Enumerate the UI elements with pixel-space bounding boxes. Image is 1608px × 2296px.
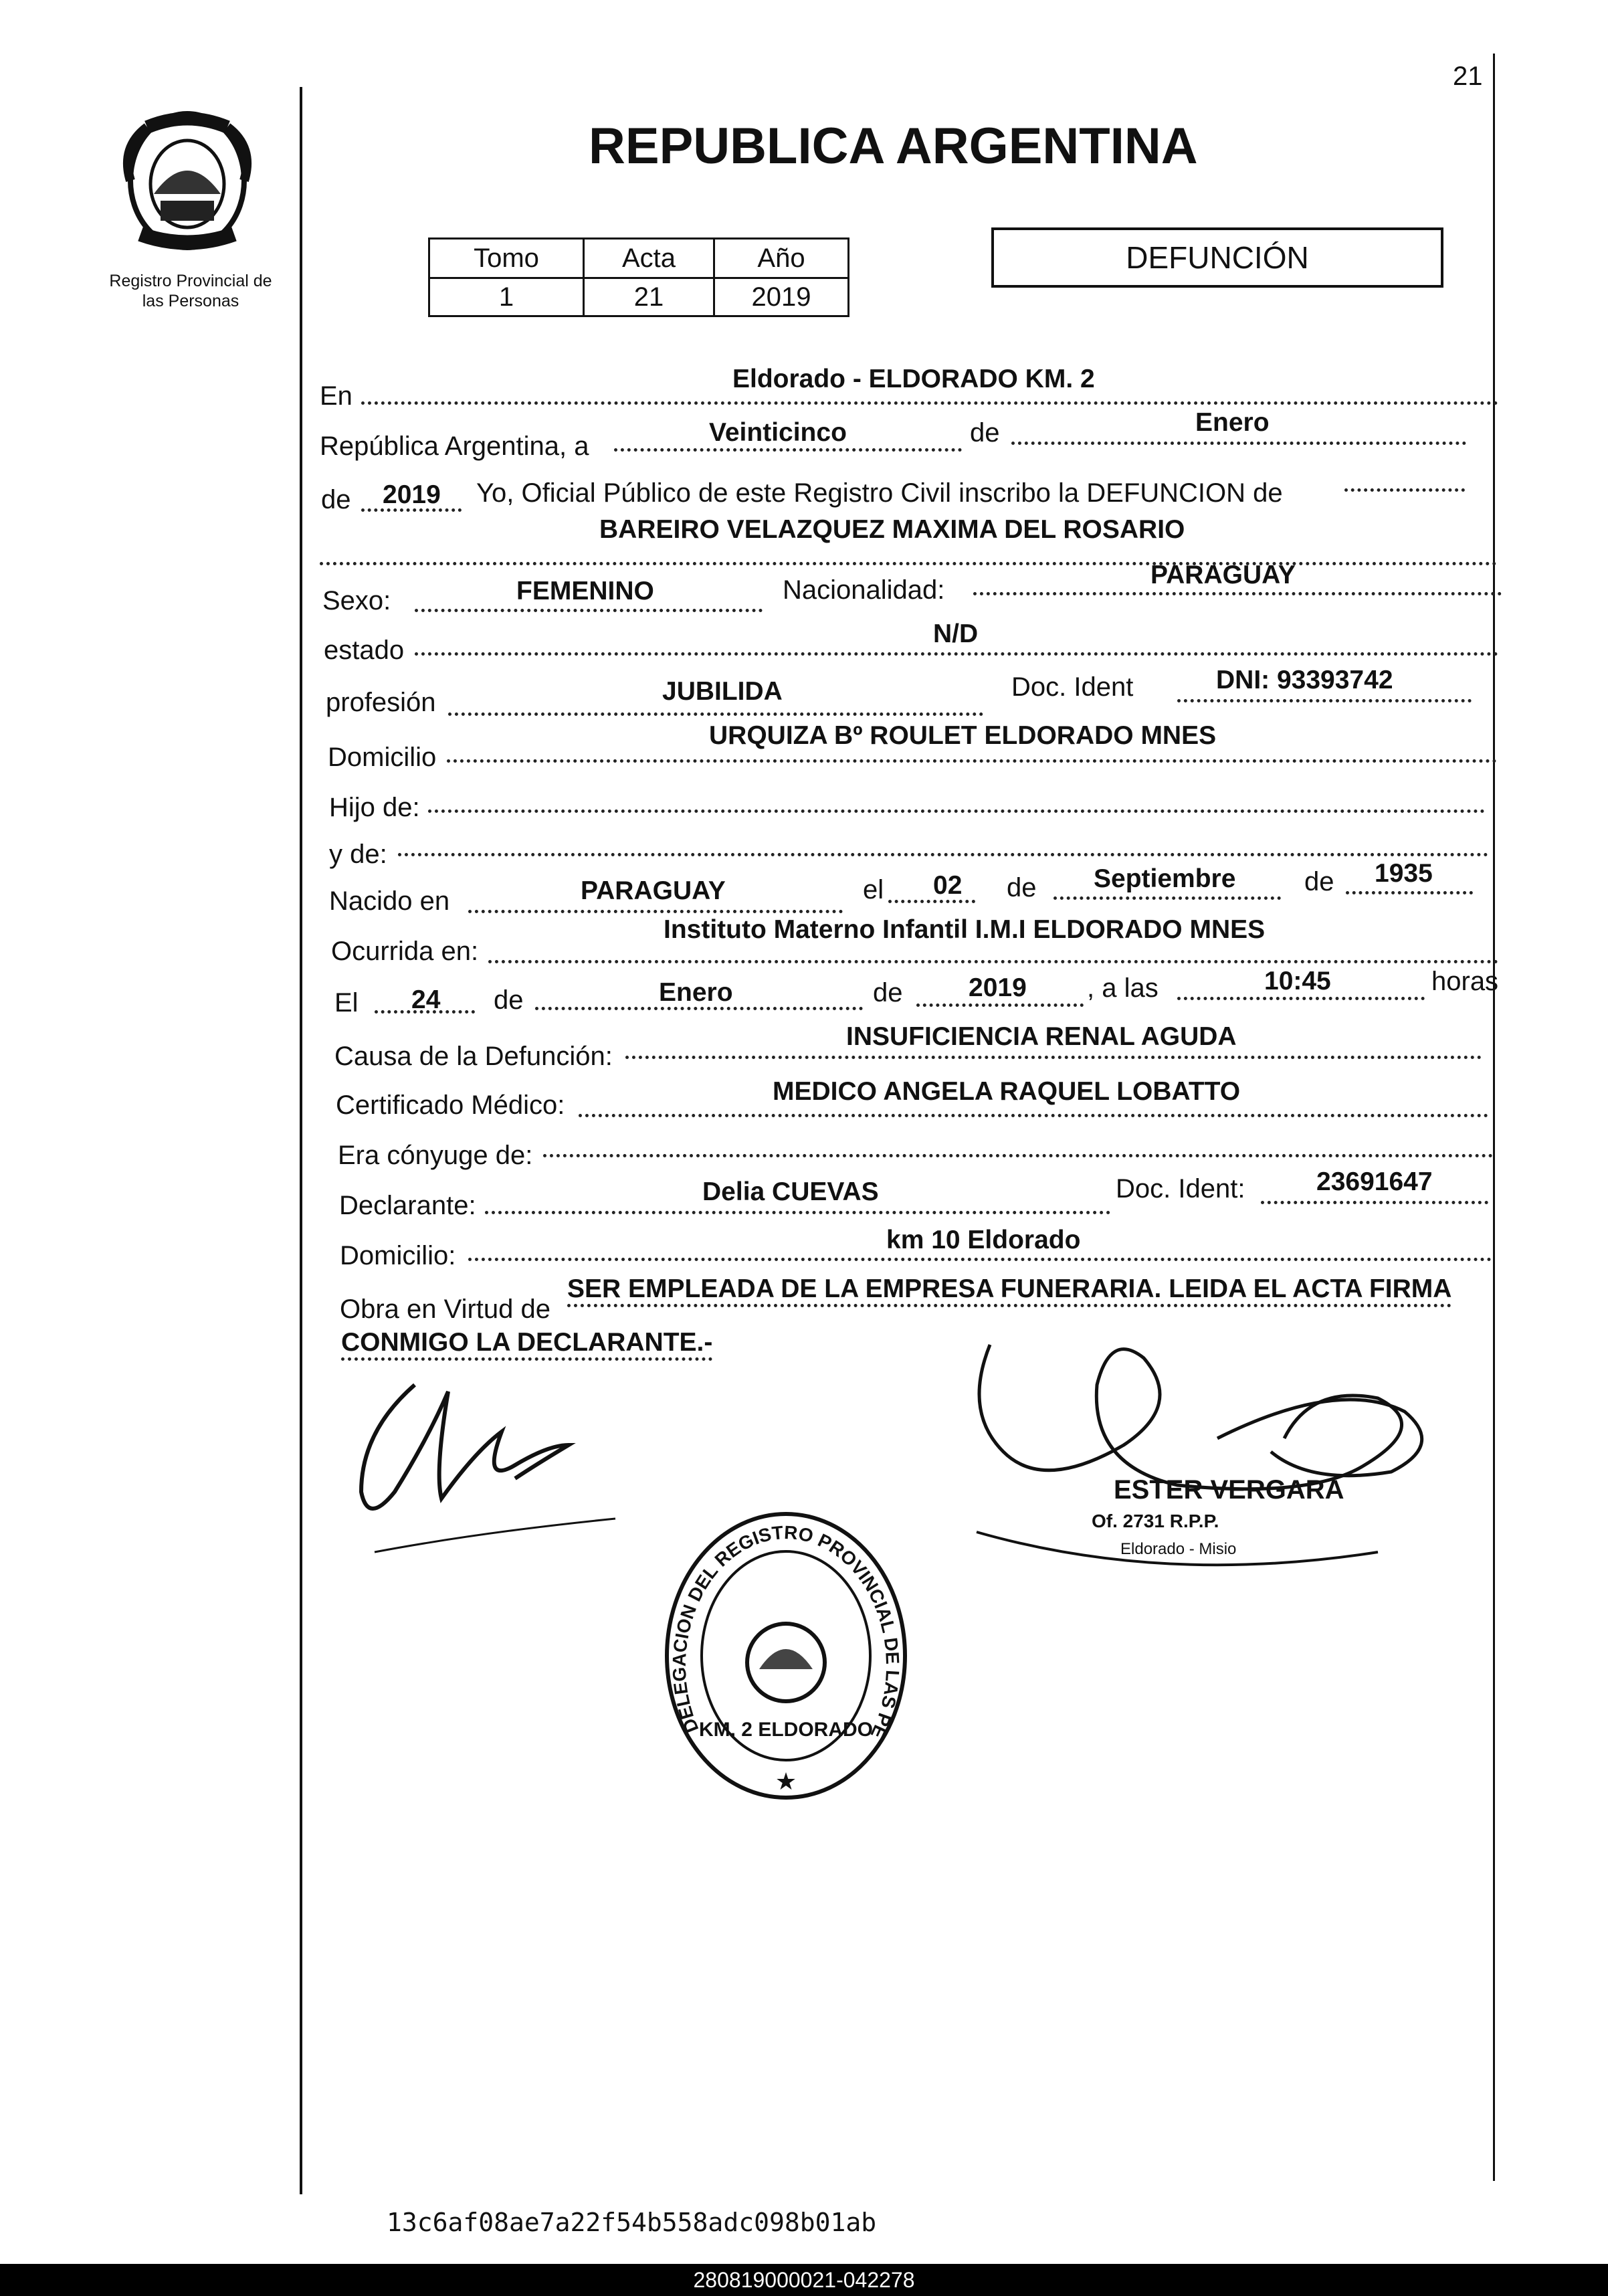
header-tomo: Tomo [429,239,584,278]
de-label-6: de [873,978,903,1008]
statement-line [1344,488,1465,492]
sexo-value: FEMENINO [516,577,654,605]
doc2-label: Doc. Ident: [1116,1174,1245,1204]
declarante-line [485,1211,1110,1214]
doc-ident-value: DNI: 93393742 [1216,666,1393,694]
act-type-box: DEFUNCIÓN [991,227,1443,288]
year-value: 2019 [383,480,441,509]
registry-caption [87,271,294,311]
value-tomo: 1 [429,278,584,316]
day-words: Veinticinco [709,418,847,447]
nacido-value: PARAGUAY [581,876,726,905]
de-label-3: de [1007,873,1037,902]
nacionalidad-line [973,592,1502,595]
header-acta: Acta [584,239,714,278]
causa-label: Causa de la Defunción: [334,1042,613,1071]
birth-day-line [888,900,975,903]
month-value: Enero [1195,408,1270,437]
delegation-round-seal [659,1509,913,1806]
declarante-label: Declarante: [339,1191,476,1220]
caption-line1: Registro Provincial de [109,272,272,290]
day-line [614,448,962,452]
doc-ident-line [1177,699,1472,702]
sexo-label: Sexo: [322,586,391,615]
yde-line [398,853,1488,856]
ocurrida-value: Instituto Materno Infantil I.M.I ELDORADO MNES [664,915,1266,944]
causa-value: INSUFICIENCIA RENAL AGUDA [846,1022,1237,1051]
estado-line [415,652,1498,656]
republica-label: República Argentina, a [320,432,589,461]
birth-month: Septiembre [1094,864,1236,893]
en-line [361,401,1498,405]
ocurrida-label: Ocurrida en: [331,937,479,966]
statement-text: Yo, Oficial Público de este Registro Civil inscribo la DEFUNCION de [476,478,1283,508]
seal-star-icon: ★ [775,1767,797,1795]
nacido-label: Nacido en [329,886,450,916]
conyuge-label: Era cónyuge de: [338,1141,533,1170]
de-label-2: de [321,485,351,514]
header-anio: Año [714,239,849,278]
month-line [1011,442,1466,445]
obra-value-line1: SER EMPLEADA DE LA EMPRESA FUNERARIA. LEIDA EL ACTA FIRMA [567,1274,1451,1307]
seal-outer-text: DELEGACION DEL REGISTRO PROVINCIAL DE LAS PE [668,1521,904,1742]
en-value: Eldorado - ELDORADO KM. 2 [732,365,1095,393]
death-day: 24 [411,985,441,1014]
alas-label: , a las [1087,973,1159,1003]
en-label: En [320,381,353,411]
death-month: Enero [659,978,733,1007]
el-label: el [863,875,884,904]
hijo-line [428,809,1485,813]
sexo-line [415,609,763,612]
El-label: El [334,988,359,1018]
birth-year-line [1346,891,1473,894]
page-title: REPUBLICA ARGENTINA [589,118,1198,175]
death-year-line [916,1003,1084,1007]
registry-table [428,237,849,317]
document-hash: 13c6af08ae7a22f54b558adc098b01ab [387,2208,877,2237]
doc2-line [1261,1201,1488,1204]
death-time: 10:45 [1264,967,1331,995]
profesion-value: JUBILIDA [662,677,783,706]
page-number: 21 [1453,62,1483,91]
certificado-label: Certificado Médico: [336,1090,565,1120]
profesion-label: profesión [326,688,436,717]
domicilio2-line [468,1258,1492,1261]
declarante-value: Delia CUEVAS [702,1177,879,1206]
official-signature [963,1331,1472,1616]
hijo-label: Hijo de: [329,793,420,822]
deceased-name: BAREIRO VELAZQUEZ MAXIMA DEL ROSARIO [599,515,1185,544]
de-label-5: de [494,985,524,1015]
yde-label: y de: [329,840,387,869]
conyuge-line [543,1154,1493,1157]
footer-code: 280819000021-042278 [693,2268,915,2292]
obra-value-line2: CONMIGO LA DECLARANTE.- [341,1328,712,1361]
value-acta: 21 [584,278,714,316]
certificado-value: MEDICO ANGELA RAQUEL LOBATTO [773,1077,1241,1106]
footer-bar [0,2264,1608,2296]
birth-day: 02 [933,871,963,900]
domicilio2-label: Domicilio: [340,1241,456,1270]
province-seal-logo [114,107,261,254]
de-label-1: de [970,418,1000,448]
seal-inner-text: KM. 2 ELDORADO [698,1719,874,1741]
official-stamp-line3: Eldorado - Misio [1120,1540,1237,1558]
horas-label: horas [1431,967,1499,996]
official-stamp-line2: Of. 2731 R.P.P. [1092,1511,1219,1531]
declarant-signature [348,1371,629,1562]
birth-month-line [1053,896,1281,900]
domicilio-label: Domicilio [328,743,437,772]
death-time-line [1177,997,1425,1000]
certificado-line [579,1114,1488,1117]
domicilio2-value: km 10 Eldorado [886,1226,1081,1254]
ocurrida-line [488,960,1498,963]
nacionalidad-value: PARAGUAY [1150,561,1296,589]
causa-line [625,1056,1482,1059]
nacionalidad-label: Nacionalidad: [783,575,945,605]
caption-line2: las Personas [142,292,239,310]
name-line [320,562,1497,565]
official-name-stamp: ESTER VERGARA [1114,1475,1344,1505]
doc-ident-label: Doc. Ident [1011,672,1134,702]
domicilio-line [447,759,1497,763]
profesion-line [448,712,983,716]
doc2-value: 23691647 [1316,1167,1433,1196]
estado-label: estado [324,636,405,665]
value-anio: 2019 [714,278,849,316]
obra-label: Obra en Virtud de [340,1295,551,1324]
right-margin-line [1493,54,1495,2181]
estado-value: N/D [933,619,979,648]
birth-year: 1935 [1375,859,1433,888]
nacido-line [468,910,843,913]
de-label-4: de [1304,867,1334,896]
domicilio-value: URQUIZA Bº ROULET ELDORADO MNES [709,721,1217,750]
left-margin-line [300,87,302,2194]
death-year: 2019 [969,973,1027,1002]
